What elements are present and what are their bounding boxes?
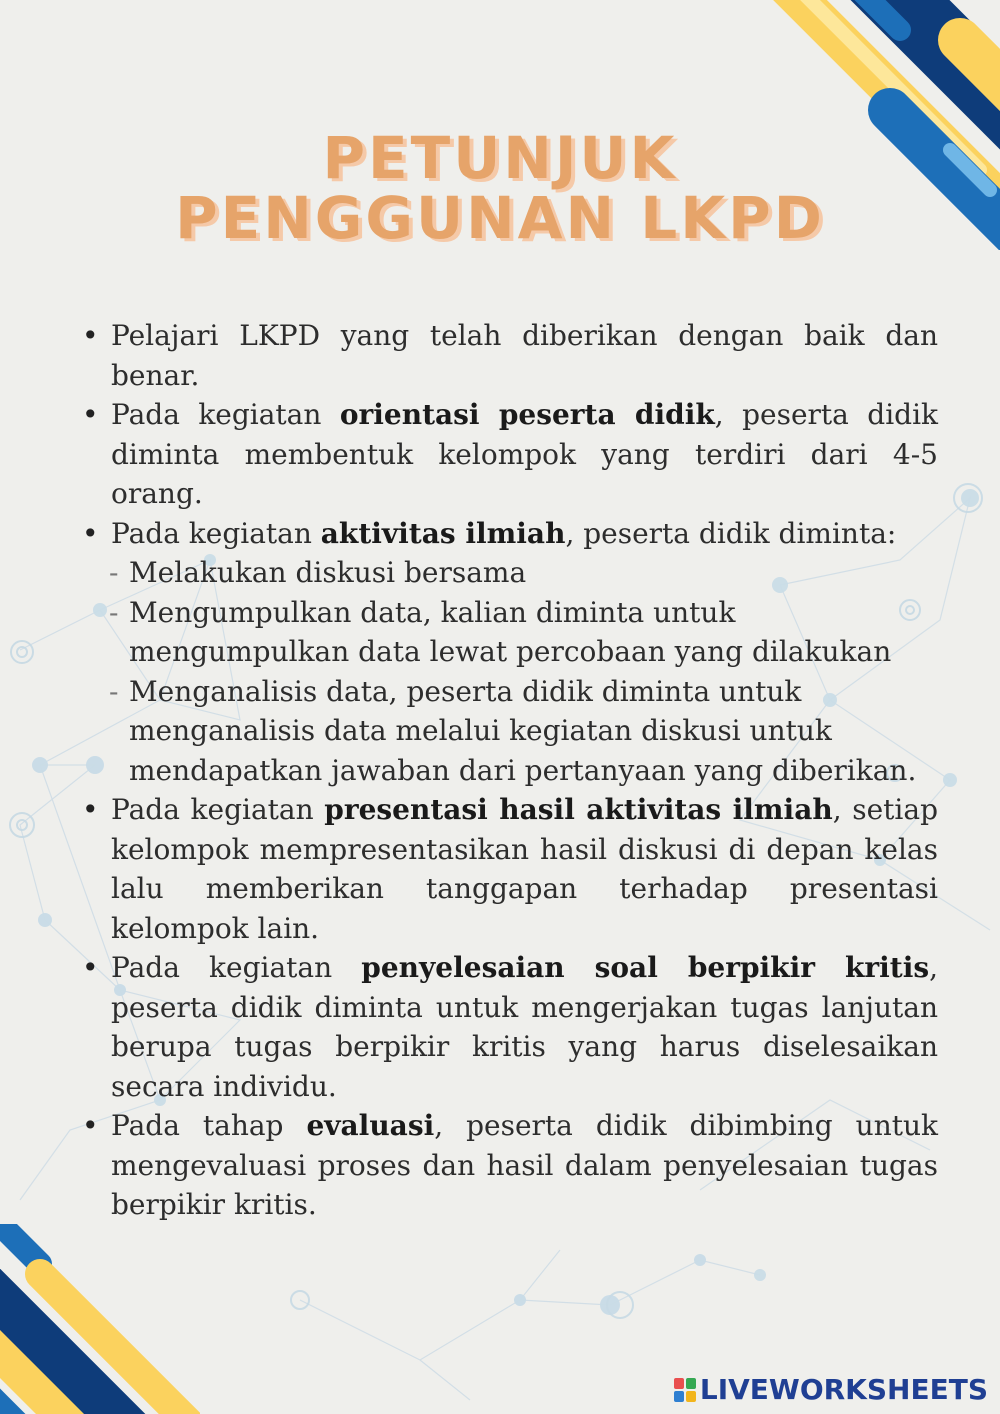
instruction-item-6: • Pada tahap evaluasi, peserta didik dibimbing untuk mengevaluasi proses dan hasil dalam penyelesaian tugas berpikir kritis. [82,1106,938,1225]
instructions-content [82,316,938,1225]
title-line-2: PENGGUNAN LKPD [175,184,825,252]
instruction-item-5: • Pada kegiatan penyelesaian soal berpikir kritis, peserta didik diminta untuk mengerjakan tugas lanjutan berupa tugas berpikir kritis yang harus diselesaikan secara individu. [82,948,938,1106]
instruction-item-2: • Pada kegiatan orientasi peserta didik, peserta didik diminta membentuk kelompok yang terdiri dari 4-5 orang. [82,395,938,514]
liveworksheets-brand[interactable] [674,1373,988,1406]
instruction-item-1: • Pelajari LKPD yang telah diberikan dengan baik dan benar. [82,316,938,395]
instruction-item-4: • Pada kegiatan presentasi hasil aktivitas ilmiah, setiap kelompok mempresentasikan hasil diskusi di depan kelas lalu memberikan tanggapan terhadap presentasi kelompok lain. [82,790,938,948]
instruction-list [82,316,938,1225]
page-title [0,124,1000,252]
title-line-1: PETUNJUK [322,124,678,192]
activity-step-2: - Mengumpulkan data, kalian diminta untuk mengumpulkan data lewat percobaan yang dilakukan [109,593,938,672]
liveworksheets-logo-icon [674,1378,696,1402]
instruction-item-3: • Pada kegiatan aktivitas ilmiah, peserta didik diminta: - Melakukan diskusi bersama - Mengumpulkan data, kalian diminta untuk mengumpulkan data lewat percobaan yang dilakukan - Menganalisis data, peserta didik diminta untuk menganalisis data melalui kegiatan diskusi untuk mendapatkan jawaban dari pertanyaan yang diberikan. [82,514,938,791]
activity-step-1: - Melakukan diskusi bersama [109,553,938,593]
activity-step-3: - Menganalisis data, peserta didik diminta untuk menganalisis data melalui kegiatan diskusi untuk mendapatkan jawaban dari pertanyaan yang diberikan. [109,672,938,791]
corner-stripes-bottom-left [0,1224,200,1414]
brand-text: LIVEWORKSHEETS [699,1373,988,1406]
activity-steps-list [111,553,938,790]
